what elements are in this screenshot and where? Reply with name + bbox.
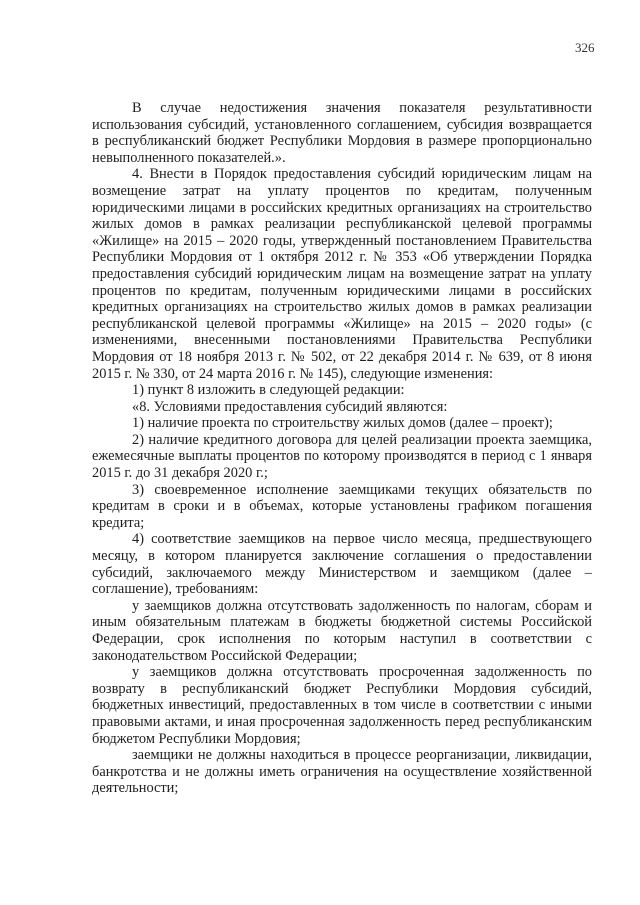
paragraph-8: 4) соответствие заемщиков на первое число месяца, предшествующего месяцу, в котором планируется заключение соглашения о предоставлении субсидий, заключаемого между Министерством и заемщиком (далее – соглашение), требованиям: [92,531,592,598]
page-number: 326 [575,40,595,55]
paragraph-3: 1) пункт 8 изложить в следующей редакции: [132,382,405,399]
paragraph-2: 4. Внести в Порядок предоставления субсидий юридическим лицам на возмещение затрат на уплату процентов по кредитам, полученным юридическими лицами в российских кредитных организациях на строительство жилых домов в рамках реализации республиканской целевой программы «Жилище» на 2015 – 2020 годы, утвержденный постановлением Правительства Республики Мордовия от 1 октября 2012 г. № 353 «Об утверждении Порядка предоставления субсидий юридическим лицам на возмещение затрат на уплату процентов по кредитам, полученным юридическими лицами в российских кредитных организациях на строительство жилых домов в рамках реализации республиканской целевой программы «Жилище» на 2015 – 2020 годы» (с изменениями, внесенными постановлениями Правительства Республики Мордовия от 18 ноября 2013 г. № 502, от 22 декабря 2014 г. № 639, от 8 июня 2015 г. № 330, от 24 марта 2016 г. № 145), следующие изменения: [92,166,592,382]
paragraph-11: заемщики не должны находиться в процессе реорганизации, ликвидации, банкротства и не должны иметь ограничения на осуществление хозяйственной деятельности; [92,747,592,797]
paragraph-5: 1) наличие проекта по строительству жилых домов (далее – проект); [132,415,553,432]
paragraph-9: у заемщиков должна отсутствовать задолженность по налогам, сборам и иным обязательным платежам в бюджеты бюджетной системы Российской Федерации, срок исполнения по которым наступил в соответствии с законодательством Российской Федерации; [92,597,592,664]
paragraph-6: 2) наличие кредитного договора для целей реализации проекта заемщика, ежемесячные выплаты процентов по которому производятся в период с 1 января 2015 г. до 31 декабря 2020 г.; [92,431,592,482]
paragraph-10: у заемщиков должна отсутствовать просроченная задолженность по возврату в республиканский бюджет Республики Мордовия субсидий, бюджетных инвестиций, предоставленных в том числе в соответствии с иными правовыми актами, и иная просроченная задолженность перед республиканским бюджетом Республики Мордовия; [92,664,592,747]
document-body [92,100,592,797]
paragraph-1: В случае недостижения значения показателя результативности использования субсидий, установленного соглашением, субсидия возвращается в республиканский бюджет Республики Мордовия в размере пропорционально невыполненного показателей.». [92,100,592,166]
paragraph-4: «8. Условиями предоставления субсидий являются: [132,398,448,415]
paragraph-7: 3) своевременное исполнение заемщиками текущих обязательств по кредитам в сроки и в объемах, которые установлены графиком погашения кредита; [92,481,592,531]
